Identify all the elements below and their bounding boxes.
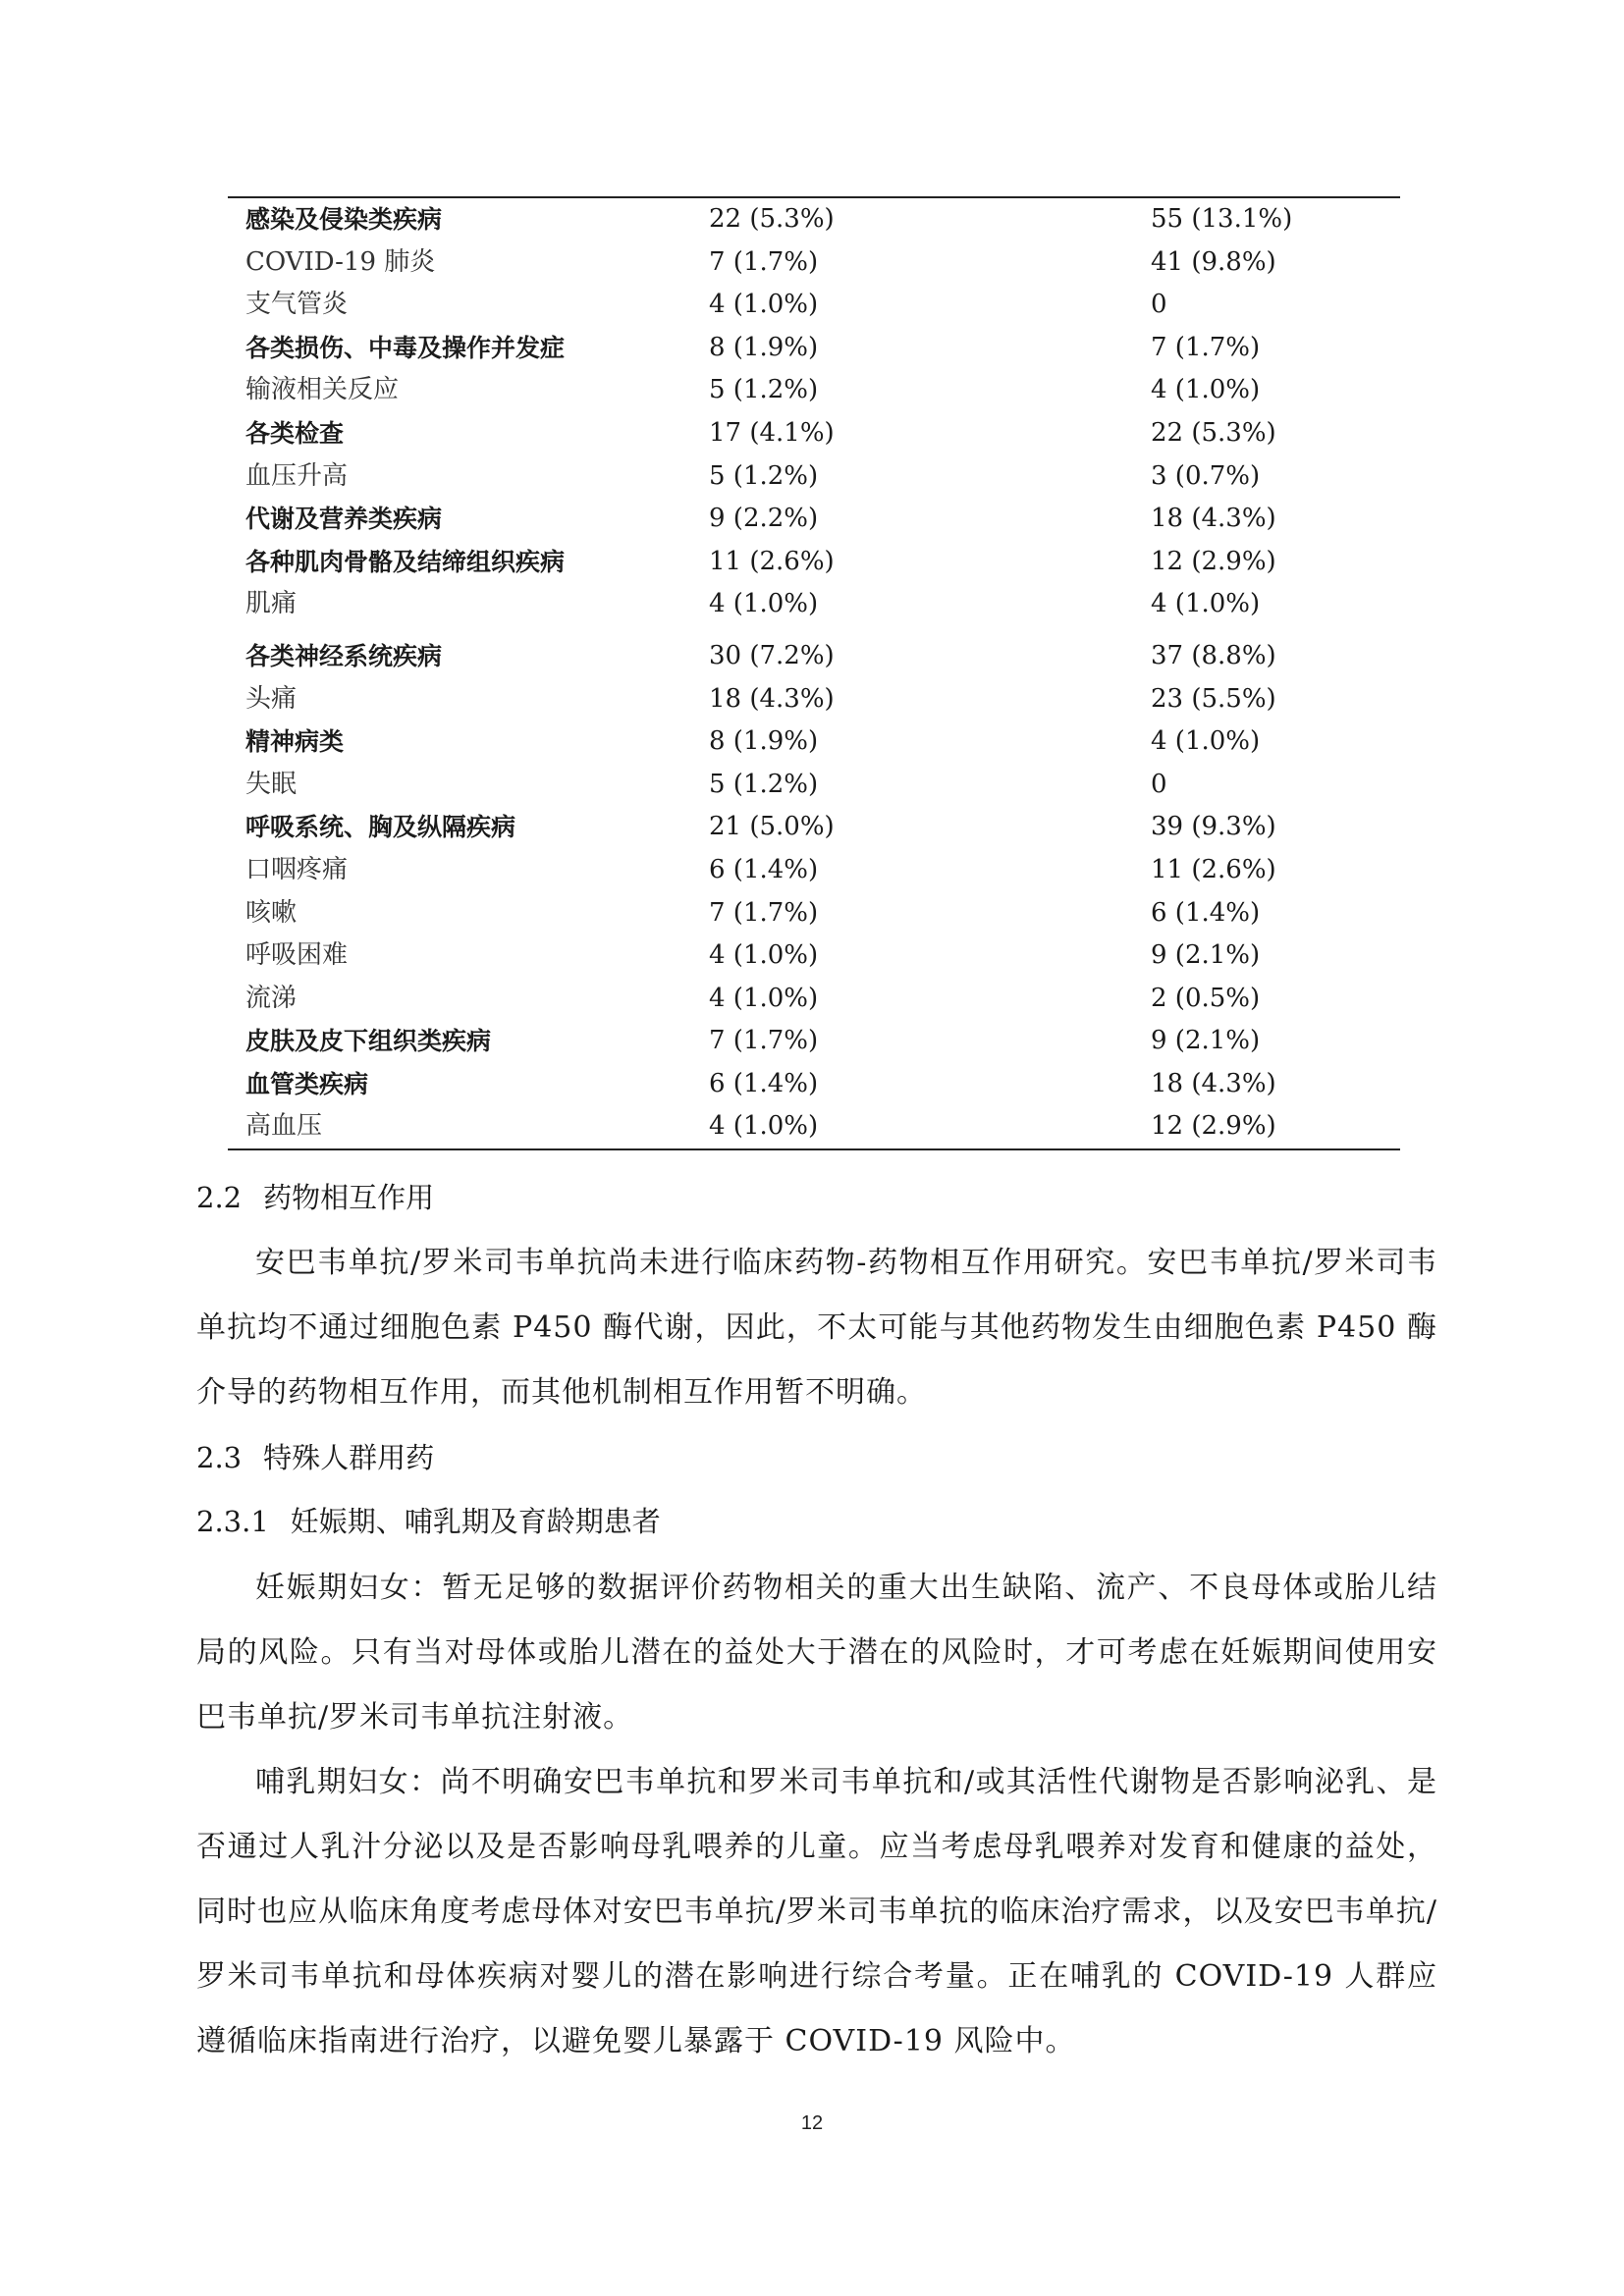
row-value-a: 5 (1.2%) bbox=[709, 460, 819, 491]
table-row bbox=[228, 241, 1400, 285]
row-term: 头痛 bbox=[245, 683, 298, 714]
section-2-3-1-heading bbox=[196, 1500, 661, 1540]
row-term: 呼吸困难 bbox=[245, 940, 349, 971]
row-term: COVID-19 肺炎 bbox=[245, 246, 436, 277]
row-value-a: 6 (1.4%) bbox=[709, 854, 819, 884]
row-term: 皮肤及皮下组织类疾病 bbox=[245, 1027, 492, 1056]
row-term: 失眠 bbox=[245, 769, 298, 799]
row-term: 血管类疾病 bbox=[245, 1069, 369, 1098]
row-value-a: 22 (5.3%) bbox=[709, 204, 835, 234]
table-row bbox=[228, 934, 1400, 978]
row-value-a: 17 (4.1%) bbox=[709, 417, 835, 448]
table-row bbox=[228, 412, 1400, 455]
section-2-2-body: 安巴韦单抗/罗米司韦单抗尚未进行临床药物-药物相互作用研究。安巴韦单抗/罗米司韦单抗均不通过细胞色素 P450 酶代谢，因此，不太可能与其他药物发生由细胞色素 P450 酶介导的药物相互作用，而其他机制相互作用暂不明确。 bbox=[196, 1246, 1437, 1410]
table-row bbox=[228, 455, 1400, 499]
table-row bbox=[228, 1063, 1400, 1106]
row-value-a: 4 (1.0%) bbox=[709, 1111, 819, 1142]
table-row bbox=[228, 583, 1400, 626]
row-value-a: 7 (1.7%) bbox=[709, 1026, 819, 1056]
row-term: 感染及侵染类疾病 bbox=[245, 205, 443, 234]
row-term: 高血压 bbox=[245, 1111, 323, 1142]
row-value-a: 11 (2.6%) bbox=[709, 546, 835, 576]
row-value-b: 0 bbox=[1151, 769, 1167, 799]
table-row bbox=[228, 678, 1400, 721]
row-value-b: 12 (2.9%) bbox=[1151, 546, 1276, 576]
row-value-b: 12 (2.9%) bbox=[1151, 1111, 1276, 1142]
table-row bbox=[228, 198, 1400, 241]
row-term: 各类损伤、中毒及操作并发症 bbox=[245, 333, 566, 362]
section-title: 特殊人群用药 bbox=[263, 1441, 435, 1474]
table-row bbox=[228, 369, 1400, 412]
row-term: 呼吸系统、胸及纵隔疾病 bbox=[245, 813, 516, 842]
row-value-a: 7 (1.7%) bbox=[709, 897, 819, 928]
row-term: 各种肌肉骨骼及结缔组织疾病 bbox=[245, 547, 566, 576]
table-row bbox=[228, 541, 1400, 584]
row-value-a: 6 (1.4%) bbox=[709, 1068, 819, 1098]
row-term: 代谢及营养类疾病 bbox=[245, 505, 443, 534]
row-value-a: 4 (1.0%) bbox=[709, 290, 819, 320]
row-value-b: 22 (5.3%) bbox=[1151, 417, 1276, 448]
row-value-b: 11 (2.6%) bbox=[1151, 854, 1276, 884]
table-row bbox=[228, 806, 1400, 849]
table-row bbox=[228, 1020, 1400, 1063]
row-term: 各类神经系统疾病 bbox=[245, 641, 443, 670]
row-term: 流涕 bbox=[245, 983, 298, 1013]
section-number: 2.2 bbox=[196, 1181, 243, 1214]
table-row bbox=[228, 327, 1400, 370]
row-value-b: 7 (1.7%) bbox=[1151, 332, 1261, 362]
page-number: 12 bbox=[800, 2112, 824, 2134]
row-value-a: 18 (4.3%) bbox=[709, 683, 835, 714]
row-value-b: 6 (1.4%) bbox=[1151, 897, 1261, 928]
row-value-a: 21 (5.0%) bbox=[709, 812, 835, 842]
row-value-a: 7 (1.7%) bbox=[709, 246, 819, 277]
row-value-b: 9 (2.1%) bbox=[1151, 940, 1261, 971]
section-2-2-heading bbox=[196, 1176, 434, 1216]
row-value-b: 9 (2.1%) bbox=[1151, 1026, 1261, 1056]
table-row bbox=[228, 764, 1400, 807]
row-value-a: 30 (7.2%) bbox=[709, 640, 835, 670]
section-2-3-heading bbox=[196, 1436, 434, 1476]
row-value-b: 37 (8.8%) bbox=[1151, 640, 1276, 670]
row-value-b: 18 (4.3%) bbox=[1151, 504, 1276, 534]
row-term: 输液相关反应 bbox=[245, 375, 400, 405]
row-term: 精神病类 bbox=[245, 727, 345, 757]
table-row bbox=[228, 849, 1400, 892]
pregnancy-paragraph: 妊娠期妇女：暂无足够的数据评价药物相关的重大出生缺陷、流产、不良母体或胎儿结局的风险。只有当对母体或胎儿潜在的益处大于潜在的风险时，才可考虑在妊娠期间使用安巴韦单抗/罗米司韦单抗注射液。 bbox=[196, 1571, 1437, 1735]
row-value-b: 0 bbox=[1151, 290, 1167, 320]
row-term: 各类检查 bbox=[245, 418, 345, 448]
row-value-b: 2 (0.5%) bbox=[1151, 983, 1261, 1013]
row-term: 支气管炎 bbox=[245, 290, 349, 320]
table-row bbox=[228, 498, 1400, 541]
section-title: 妊娠期、哺乳期及育龄期患者 bbox=[290, 1505, 661, 1538]
table-row bbox=[228, 978, 1400, 1021]
row-value-a: 4 (1.0%) bbox=[709, 940, 819, 971]
row-value-a: 8 (1.9%) bbox=[709, 726, 819, 757]
row-value-a: 8 (1.9%) bbox=[709, 332, 819, 362]
row-term: 肌痛 bbox=[245, 589, 298, 619]
row-term: 血压升高 bbox=[245, 460, 349, 491]
table-row bbox=[228, 284, 1400, 327]
row-value-b: 4 (1.0%) bbox=[1151, 589, 1261, 619]
row-value-a: 4 (1.0%) bbox=[709, 983, 819, 1013]
row-value-b: 23 (5.5%) bbox=[1151, 683, 1276, 714]
lactation-paragraph: 哺乳期妇女：尚不明确安巴韦单抗和罗米司韦单抗和/或其活性代谢物是否影响泌乳、是否通过人乳汁分泌以及是否影响母乳喂养的儿童。应当考虑母乳喂养对发育和健康的益处，同时也应从临床角度考虑母体对安巴韦单抗/罗米司韦单抗的临床治疗需求，以及安巴韦单抗/罗米司韦单抗和母体疾病对婴儿的潜在影响进行综合考量。正在哺乳的 COVID-19 人群应遵循临床指南进行治疗，以避免婴儿暴露于 COVID-19 风险中。 bbox=[196, 1765, 1437, 2058]
section-number: 2.3 bbox=[196, 1441, 243, 1474]
section-number: 2.3.1 bbox=[196, 1505, 269, 1538]
row-value-b: 18 (4.3%) bbox=[1151, 1068, 1276, 1098]
row-value-b: 3 (0.7%) bbox=[1151, 460, 1261, 491]
row-value-b: 4 (1.0%) bbox=[1151, 375, 1261, 405]
row-value-a: 5 (1.2%) bbox=[709, 769, 819, 799]
table-row bbox=[228, 1105, 1400, 1148]
row-term: 口咽疼痛 bbox=[245, 854, 349, 884]
table-row bbox=[228, 892, 1400, 935]
row-value-b: 55 (13.1%) bbox=[1151, 204, 1293, 234]
row-term: 咳嗽 bbox=[245, 897, 298, 928]
row-value-b: 41 (9.8%) bbox=[1151, 246, 1276, 277]
section-title: 药物相互作用 bbox=[263, 1181, 435, 1214]
table-row bbox=[228, 721, 1400, 764]
adverse-events-table bbox=[228, 196, 1400, 1150]
table-row bbox=[228, 635, 1400, 678]
row-value-b: 39 (9.3%) bbox=[1151, 812, 1276, 842]
row-value-a: 5 (1.2%) bbox=[709, 375, 819, 405]
row-value-a: 4 (1.0%) bbox=[709, 589, 819, 619]
row-value-b: 4 (1.0%) bbox=[1151, 726, 1261, 757]
row-value-a: 9 (2.2%) bbox=[709, 504, 819, 534]
